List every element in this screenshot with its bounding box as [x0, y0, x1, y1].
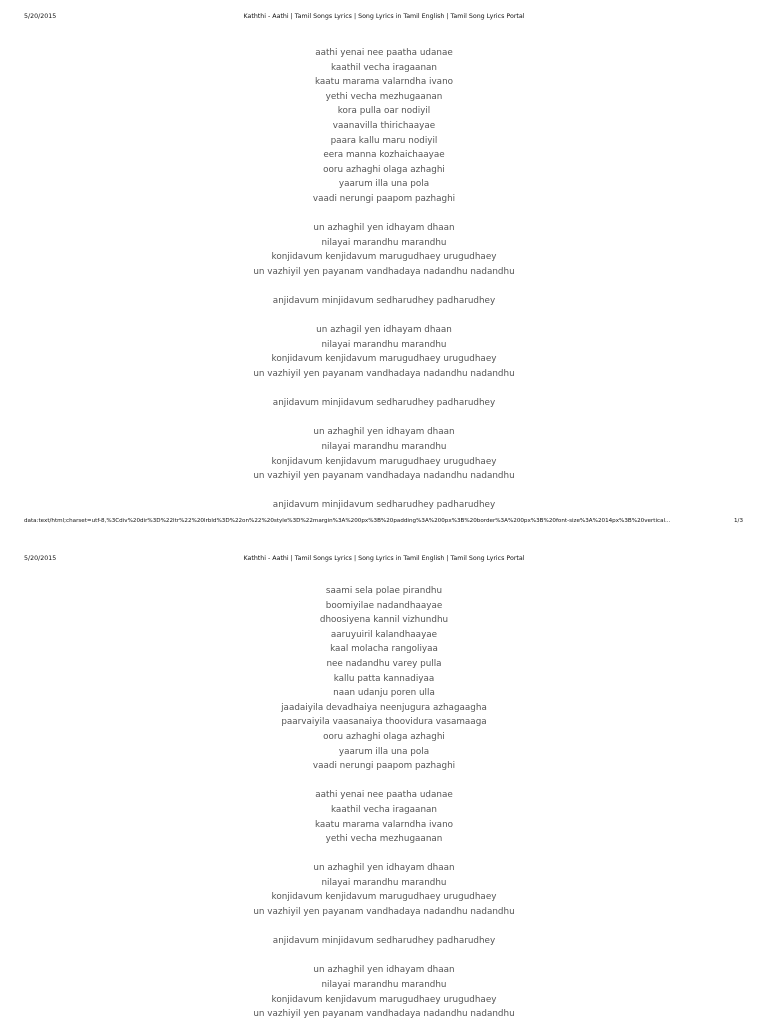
lyric-line: un vazhiyil yen payanam vandhadaya nadandhu nadandhu: [253, 907, 515, 918]
lyric-line: un azhaghil yen idhayam dhaan: [313, 863, 455, 874]
lyric-line: un vazhiyil yen payanam vandhadaya nadandhu nadandhu: [253, 471, 515, 482]
stanza-gap: [0, 309, 768, 324]
lyric-line: vaadi nerungi paapom pazhaghi: [312, 761, 456, 772]
lyric-line: aaruyuiril kalandhaayae: [330, 629, 438, 640]
stanza-gap: [0, 949, 768, 964]
lyric-line: ooru azhaghi olaga azhaghi: [323, 731, 445, 742]
lyrics-block-page2: [0, 584, 768, 1022]
page1-footer: [0, 518, 768, 530]
lyric-line: kaathil vecha iragaanan: [330, 62, 437, 73]
lyric-line: vaadi nerungi paapom pazhaghi: [312, 193, 456, 204]
lyric-line: boomiyilae nadandhaayae: [325, 600, 443, 611]
stanza-gap: [0, 207, 768, 222]
lyric-line: un azhaghil yen idhayam dhaan: [313, 427, 455, 438]
lyric-line: un azhaghil yen idhayam dhaan: [313, 965, 455, 976]
lyric-line: kora pulla oar nodiyil: [337, 106, 431, 117]
lyric-line: kaal molacha rangoliyaa: [330, 644, 438, 655]
stanza-gap: [0, 382, 768, 397]
lyric-line: konjidavum kenjidavum marugudhaey urugudhaey: [271, 892, 497, 903]
lyric-line: ooru azhaghi olaga azhaghi: [323, 164, 445, 175]
lyric-line: jaadaiyila devadhaiya neenjugura azhagaagha: [281, 702, 487, 713]
page-url: data:text/html;charset=utf-8,%3Cdiv%20dir%3D%22ltr%22%20lrbld%3D%22on%22%20style%3D%22margin%3A%200px%3B%20padding%3A%200px%3B%20border%3A%200px%3B%20font-size%3A%2014px%3B%20vertical...: [24, 518, 671, 524]
lyric-line: un azhagil yen idhayam dhaan: [316, 325, 452, 336]
lyric-line: eera manna kozhaichaayae: [323, 150, 445, 161]
lyric-line: paarvaiyila vaasanaiya thoovidura vasamaaga: [281, 717, 487, 728]
lyric-line: un azhaghil yen idhayam dhaan: [313, 223, 455, 234]
lyric-line: paara kallu maru nodiyil: [330, 135, 438, 146]
lyric-line: anjidavum minjidavum sedharudhey padharudhey: [272, 398, 496, 409]
lyric-line: dhoosiyena kannil vizhundhu: [319, 615, 449, 626]
lyric-line: yethi vecha mezhugaanan: [325, 91, 443, 102]
stanza-gap: [0, 280, 768, 295]
lyric-line: kaatu marama valarndha ivano: [314, 819, 454, 830]
lyric-line: yaarum illa una pola: [338, 746, 430, 757]
lyrics-block-page1: [0, 46, 768, 513]
lyric-line: un vazhiyil yen payanam vandhadaya nadandhu nadandhu: [253, 1009, 515, 1020]
lyric-line: kallu patta kannadiyaa: [333, 673, 435, 684]
lyric-line: nilayai marandhu marandhu: [321, 442, 447, 453]
lyric-line: anjidavum minjidavum sedharudhey padharudhey: [272, 500, 496, 511]
page-number: 1/3: [734, 518, 744, 524]
lyric-line: kaathil vecha iragaanan: [330, 804, 437, 815]
lyric-line: vaanavilla thirichaayae: [332, 120, 436, 131]
lyric-line: konjidavum kenjidavum marugudhaey urugudhaey: [271, 456, 497, 467]
lyric-line: yethi vecha mezhugaanan: [325, 834, 443, 845]
lyric-line: un vazhiyil yen payanam vandhadaya nadandhu nadandhu: [253, 266, 515, 277]
stanza-gap: [0, 847, 768, 862]
page2-header: [0, 555, 768, 569]
lyric-line: anjidavum minjidavum sedharudhey padharudhey: [272, 296, 496, 307]
lyric-line: kaatu marama valarndha ivano: [314, 77, 454, 88]
lyric-line: aathi yenai nee paatha udanae: [315, 790, 453, 801]
stanza-gap: [0, 484, 768, 499]
lyric-line: nilayai marandhu marandhu: [321, 339, 447, 350]
lyric-line: nilayai marandhu marandhu: [321, 237, 447, 248]
lyric-line: saami sela polae pirandhu: [325, 586, 443, 596]
lyric-line: nee nadandhu varey pulla: [326, 658, 442, 669]
lyric-line: konjidavum kenjidavum marugudhaey urugudhaey: [271, 354, 497, 365]
page1-header: [0, 13, 768, 27]
lyric-line: nilayai marandhu marandhu: [321, 877, 447, 888]
lyric-line: naan udanju poren ulla: [333, 688, 435, 699]
page-title: Kaththi - Aathi | Tamil Songs Lyrics | Song Lyrics in Tamil English | Tamil Song Lyrics Portal: [243, 13, 525, 20]
lyric-line: nilayai marandhu marandhu: [321, 980, 447, 991]
print-date: 5/20/2015: [24, 555, 57, 562]
lyric-line: anjidavum minjidavum sedharudhey padharudhey: [272, 936, 496, 947]
lyric-line: yaarum illa una pola: [338, 179, 430, 190]
lyric-line: aathi yenai nee paatha udanae: [315, 48, 453, 58]
stanza-gap: [0, 920, 768, 935]
page-title: Kaththi - Aathi | Tamil Songs Lyrics | Song Lyrics in Tamil English | Tamil Song Lyrics Portal: [243, 555, 525, 562]
print-date: 5/20/2015: [24, 13, 57, 20]
lyric-line: konjidavum kenjidavum marugudhaey urugudhaey: [271, 994, 497, 1005]
stanza-gap: [0, 411, 768, 426]
lyric-line: un vazhiyil yen payanam vandhadaya nadandhu nadandhu: [253, 369, 515, 380]
lyric-line: konjidavum kenjidavum marugudhaey urugudhaey: [271, 252, 497, 263]
stanza-gap: [0, 774, 768, 789]
